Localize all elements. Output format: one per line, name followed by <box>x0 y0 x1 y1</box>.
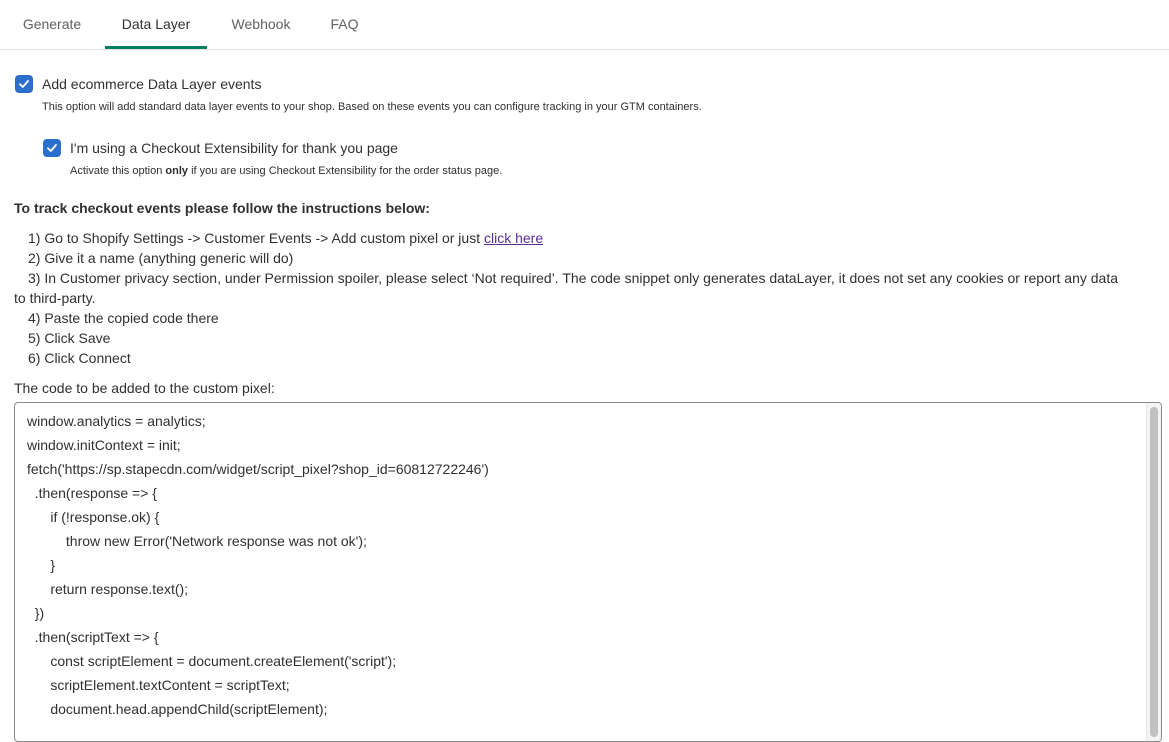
code-line: scriptElement.textContent = scriptText; <box>27 677 290 693</box>
checkmark-icon <box>46 142 58 154</box>
click-here-link[interactable]: click here <box>483 230 544 246</box>
checkmark-icon <box>18 78 30 90</box>
instruction-step-3-cont: to third-party. <box>14 290 96 306</box>
instruction-step-4: 4) Paste the copied code there <box>28 310 219 326</box>
tab-bar <box>0 0 1169 50</box>
ecommerce-events-help: This option will add standard data layer events to your shop. Based on these events you can configure tracking in your GTM containers. <box>42 101 702 113</box>
code-line: fetch('https://sp.stapecdn.com/widget/script_pixel?shop_id=60812722246') <box>27 461 489 477</box>
code-line: return response.text(); <box>27 581 189 597</box>
code-scrollbar[interactable] <box>1146 403 1161 741</box>
tab-data-layer[interactable]: Data Layer <box>105 0 207 49</box>
tab-generate[interactable]: Generate <box>22 16 82 32</box>
code-line: if (!response.ok) { <box>27 509 160 525</box>
code-line: .then(response => { <box>27 485 157 501</box>
checkout-extensibility-label: I'm using a Checkout Extensibility for thank you page <box>70 140 398 156</box>
code-line: window.initContext = init; <box>27 437 181 453</box>
scrollbar-thumb[interactable] <box>1150 407 1158 737</box>
ecommerce-events-label: Add ecommerce Data Layer events <box>42 76 262 92</box>
instruction-step-6: 6) Click Connect <box>28 350 131 366</box>
instructions-heading: To track checkout events please follow the instructions below: <box>14 200 430 216</box>
code-textarea[interactable] <box>14 402 1162 742</box>
help-text-before: Activate this option <box>70 165 166 177</box>
tab-webhook[interactable]: Webhook <box>231 16 291 32</box>
step-1-text: 1) Go to Shopify Settings -> Customer Events -> Add custom pixel or just <box>28 230 484 246</box>
code-line: window.analytics = analytics; <box>27 413 206 429</box>
code-label: The code to be added to the custom pixel: <box>14 380 275 396</box>
checkout-extensibility-checkbox[interactable] <box>43 139 61 157</box>
code-line: throw new Error('Network response was not ok'); <box>27 533 367 549</box>
instruction-step-5: 5) Click Save <box>28 330 111 346</box>
code-line: document.head.appendChild(scriptElement); <box>27 701 328 717</box>
code-line: const scriptElement = document.createElement('script'); <box>27 653 397 669</box>
instruction-step-2: 2) Give it a name (anything generic will do) <box>28 250 294 266</box>
code-line: }) <box>27 605 45 621</box>
instruction-step-3: 3) In Customer privacy section, under Permission spoiler, please select ‘Not required’. The code snippet only generates dataLayer, it does not set any cookies or report any data <box>28 270 1119 286</box>
instruction-step-1 <box>28 230 543 246</box>
checkout-extensibility-help <box>70 165 502 177</box>
help-text-bold: only <box>165 165 189 177</box>
code-line: .then(scriptText => { <box>27 629 159 645</box>
code-line: } <box>27 557 56 573</box>
tab-faq[interactable]: FAQ <box>330 16 359 32</box>
help-text-after: if you are using Checkout Extensibility for the order status page. <box>188 165 503 177</box>
ecommerce-events-checkbox[interactable] <box>15 75 33 93</box>
